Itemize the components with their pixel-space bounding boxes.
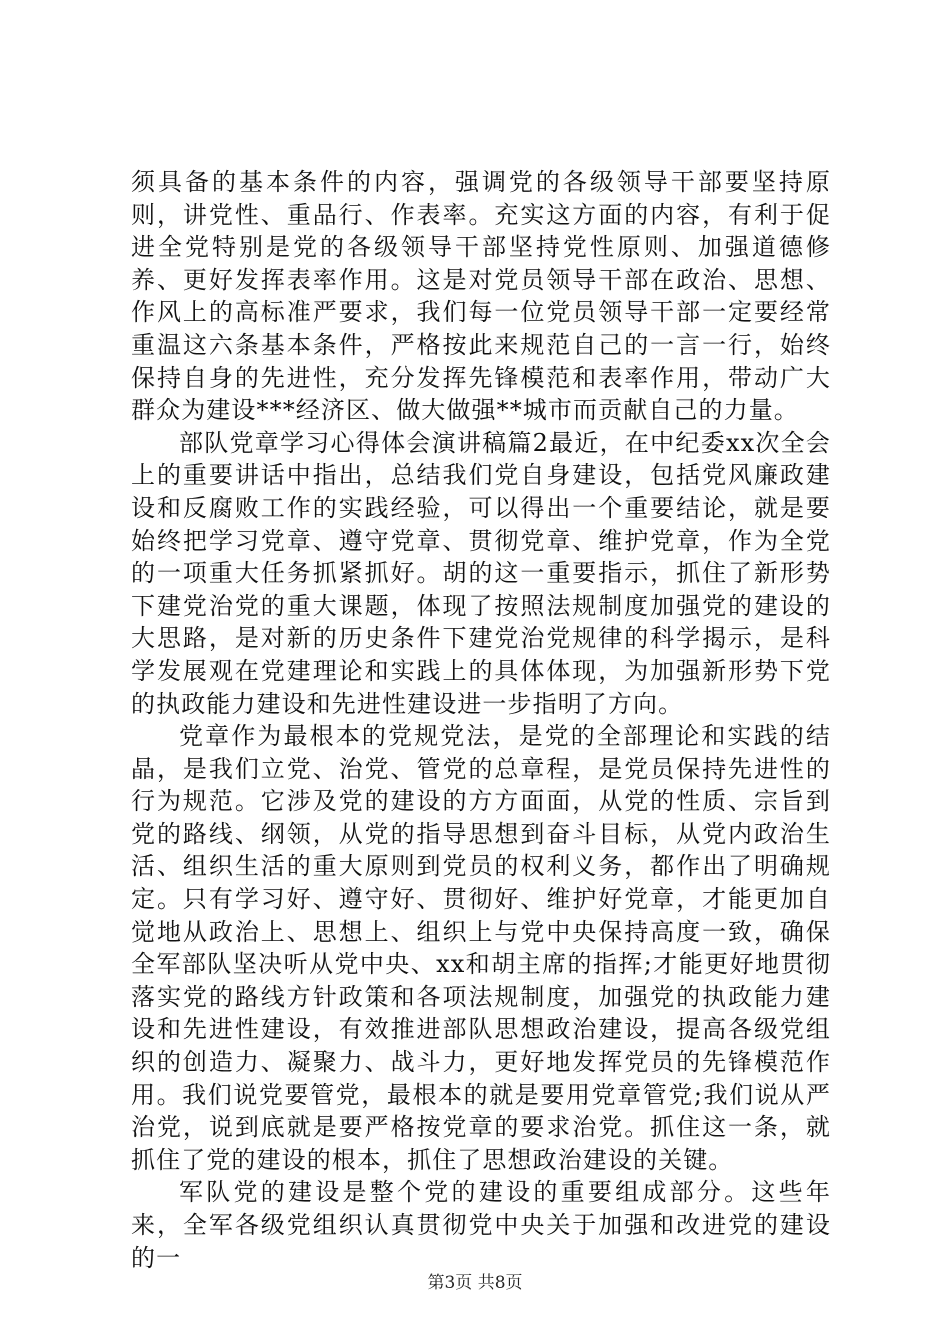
paragraph-4: 军队党的建设是整个党的建设的重要组成部分。这些年来，全军各级党组织认真贯彻党中央关于加强和改进党的建设的一 (131, 1178, 831, 1272)
page-number-footer: 第3页 共8页 (427, 1273, 523, 1293)
paragraph-2: 部队党章学习心得体会演讲稿篇2最近，在中纪委xx次全会上的重要讲话中指出，总结我们党自身建设，包括党风廉政建设和反腐败工作的实践经验，可以得出一个重要结论，就是要始终把学习党章、遵守党章、贯彻党章、维护党章，作为全党的一项重大任务抓紧抓好。胡的这一重要指示，抓住了新形势下建党治党的重大课题，体现了按照法规制度加强党的建设的大思路，是对新的历史条件下建党治党规律的科学揭示，是科学发展观在党建理论和实践上的具体体现，为加强新形势下党的执政能力建设和先进性建设进一步指明了方向。 (131, 428, 831, 718)
document-body (131, 166, 831, 1274)
paragraph-3: 党章作为最根本的党规党法，是党的全部理论和实践的结晶，是我们立党、治党、管党的总章程，是党员保持先进性的行为规范。它涉及党的建设的方方面面，从党的性质、宗旨到党的路线、纲领，从党的指导思想到奋斗目标，从党内政治生活、组织生活的重大原则到党员的权利义务，都作出了明确规定。只有学习好、遵守好、贯彻好、维护好党章，才能更加自觉地从政治上、思想上、组织上与党中央保持高度一致，确保全军部队坚决听从党中央、xx和胡主席的指挥;才能更好地贯彻落实党的路线方针政策和各项法规制度，加强党的执政能力建设和先进性建设，有效推进部队思想政治建设，提高各级党组织的创造力、凝聚力、战斗力，更好地发挥党员的先锋模范作用。我们说党要管党，最根本的就是要用党章管党;我们说从严治党，说到底就是要严格按党章的要求治党。抓住这一条，就抓住了党的建设的根本，抓住了思想政治建设的关键。 (131, 722, 831, 1174)
paragraph-1: 须具备的基本条件的内容，强调党的各级领导干部要坚持原则，讲党性、重品行、作表率。充实这方面的内容，有利于促进全党特别是党的各级领导干部坚持党性原则、加强道德修养、更好发挥表率作用。这是对党员领导干部在政治、思想、作风上的高标准严要求，我们每一位党员领导干部一定要经常重温这六条基本条件，严格按此来规范自己的一言一行，始终保持自身的先进性，充分发挥先锋模范和表率作用，带动广大群众为建设***经济区、做大做强**城市而贡献自己的力量。 (131, 168, 831, 425)
